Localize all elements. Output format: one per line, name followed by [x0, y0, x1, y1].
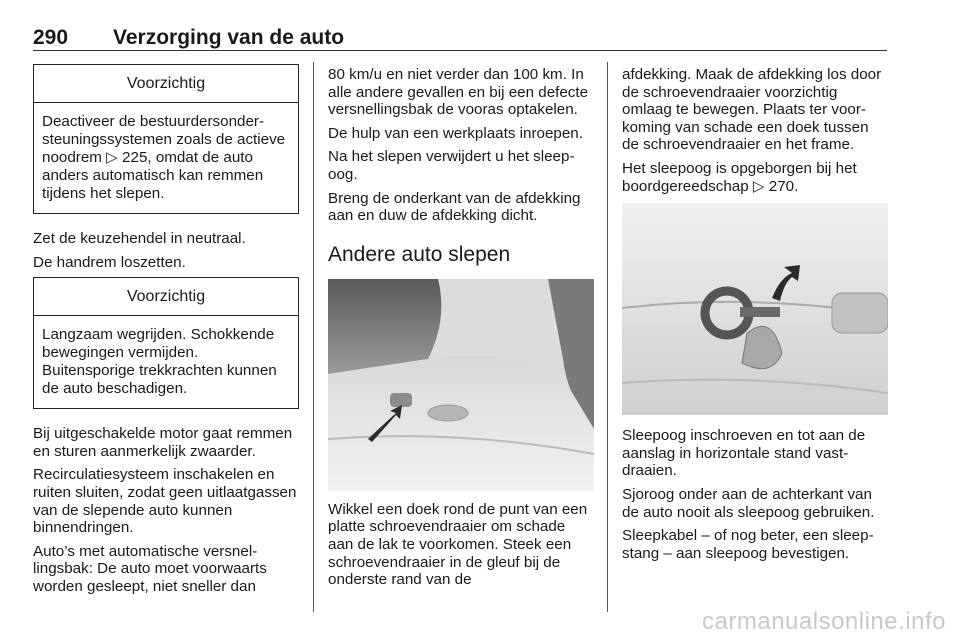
paragraph: Bij uitgeschakelde motor gaat remmen en sturen aanmerkelijk zwaarder. — [33, 425, 293, 460]
page-title: Verzorging van de auto — [113, 26, 345, 49]
paragraph: De hulp van een werkplaats inroepen. — [328, 124, 583, 142]
paragraph: afdekking. Maak de afdekking los door de schroevendraaier voorzichtig omlaag te bewegen. Plaats ter voorkoming van schade een doek tussen de schroevendraaier en het frame. — [622, 66, 882, 154]
caution-title: Voorzichtig — [34, 278, 298, 316]
caution-box — [33, 277, 299, 409]
paragraph: Het sleepoog is opgeborgen bij het boordgereedschap ▷ 270. — [622, 159, 857, 195]
paragraph: Sjoroog onder aan de achterkant van de auto nooit als sleepoog gebruiken. — [622, 485, 875, 521]
column-3 — [622, 66, 888, 568]
column-divider — [607, 62, 608, 612]
paragraph: Auto’s met automatische versnellingsbak: De auto moet voorwaarts worden gesleept, niet sneller dan — [33, 542, 267, 595]
paragraph: De handrem loszetten. — [33, 253, 186, 271]
paragraph: Recirculatiesysteem inschakelen en ruiten sluiten, zodat geen uitlaatgassen van de slepende auto kunnen binnendringen. — [33, 466, 297, 537]
paragraph: Sleepkabel – of nog beter, een sleepstang – aan sleepoog bevestigen. — [622, 527, 874, 562]
page-number: 290 — [33, 26, 69, 49]
paragraph: Wikkel een doek rond de punt van een platte schroevendraaier om schade aan de lak te voorkomen. Steek een schroevendraaier in de gleuf bij de onderste rand van de — [328, 500, 588, 589]
bumper-illustration — [328, 279, 594, 491]
caution-text: Langzaam wegrijden. Schokkende bewegingen vermijden. Buitensporige trekkrachten kunnen de auto beschadigen. — [42, 326, 277, 398]
section-title: Andere auto slepen — [328, 242, 511, 266]
column-divider — [313, 62, 314, 612]
paragraph: 80 km/u en niet verder dan 100 km. In alle andere gevallen en bij een defecte versnellingsbak de vooras optakelen. — [328, 66, 589, 119]
header-rule — [33, 50, 887, 51]
paragraph: Na het slepen verwijdert u het sleepoog. — [328, 148, 575, 183]
caution-box — [33, 64, 299, 214]
column-2 — [328, 66, 594, 595]
tow-eye-illustration — [622, 203, 888, 415]
paragraph: Sleepoog inschroeven en tot aan de aanslag in horizontale stand vastdraaien. — [622, 427, 866, 480]
caution-title: Voorzichtig — [34, 65, 298, 103]
column-1 — [33, 64, 299, 602]
watermark: carmanualsonline.info — [702, 608, 946, 635]
paragraph: Zet de keuzehendel in neutraal. — [33, 230, 246, 247]
caution-text: Deactiveer de bestuurdersondersteuningssystemen zoals de actieve noodrem ▷ 225, omdat de auto anders automatisch kan remmen tijdens het slepen. — [42, 113, 286, 202]
paragraph: Breng de onderkant van de afdekking aan en duw de afdekking dicht. — [328, 189, 581, 225]
